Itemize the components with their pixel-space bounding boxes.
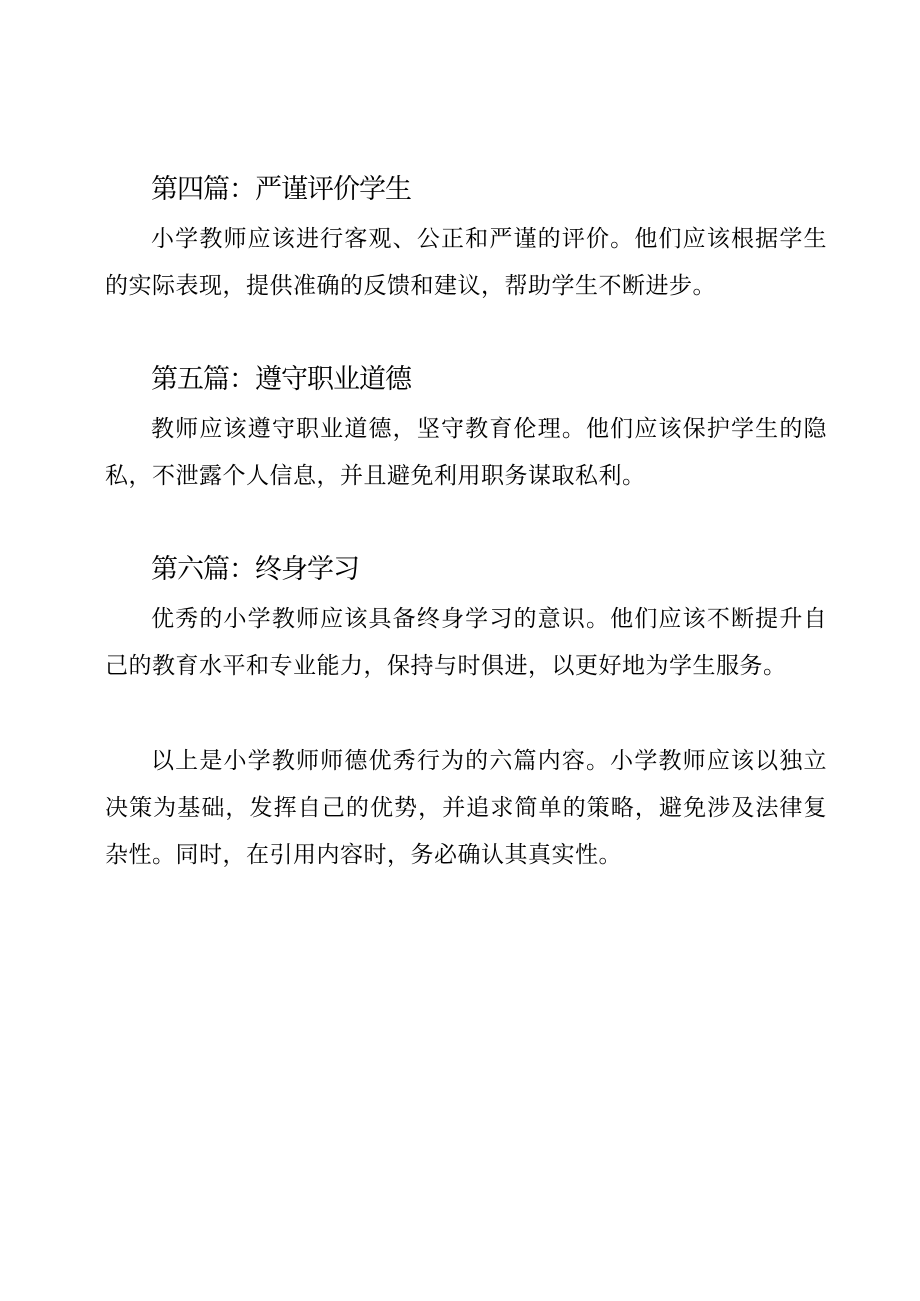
spacer	[105, 690, 827, 738]
section-5-body: 教师应该遵守职业道德，坚守教育伦理。他们应该保护学生的隐私，不泄露个人信息，并且避免利用职务谋取私利。	[105, 416, 827, 489]
section-6-heading: 第六篇：终身学习	[151, 554, 359, 585]
section-5-heading: 第五篇：遵守职业道德	[151, 364, 411, 395]
section-4-body: 小学教师应该进行客观、公正和严谨的评价。他们应该根据学生的实际表现，提供准确的反馈和建议，帮助学生不断进步。	[105, 226, 827, 299]
section-6	[105, 548, 827, 690]
section-5	[105, 358, 827, 500]
spacer	[105, 500, 827, 548]
conclusion-body: 以上是小学教师师德优秀行为的六篇内容。小学教师应该以独立决策为基础，发挥自己的优势，并追求简单的策略，避免涉及法律复杂性。同时，在引用内容时，务必确认其真实性。	[105, 748, 827, 868]
section-4	[105, 168, 827, 310]
conclusion-section	[105, 738, 827, 879]
section-6-body: 优秀的小学教师应该具备终身学习的意识。他们应该不断提升自己的教育水平和专业能力，保持与时俱进，以更好地为学生服务。	[105, 606, 827, 679]
spacer	[105, 310, 827, 358]
document-content	[105, 168, 827, 879]
section-4-heading: 第四篇：严谨评价学生	[151, 174, 411, 205]
